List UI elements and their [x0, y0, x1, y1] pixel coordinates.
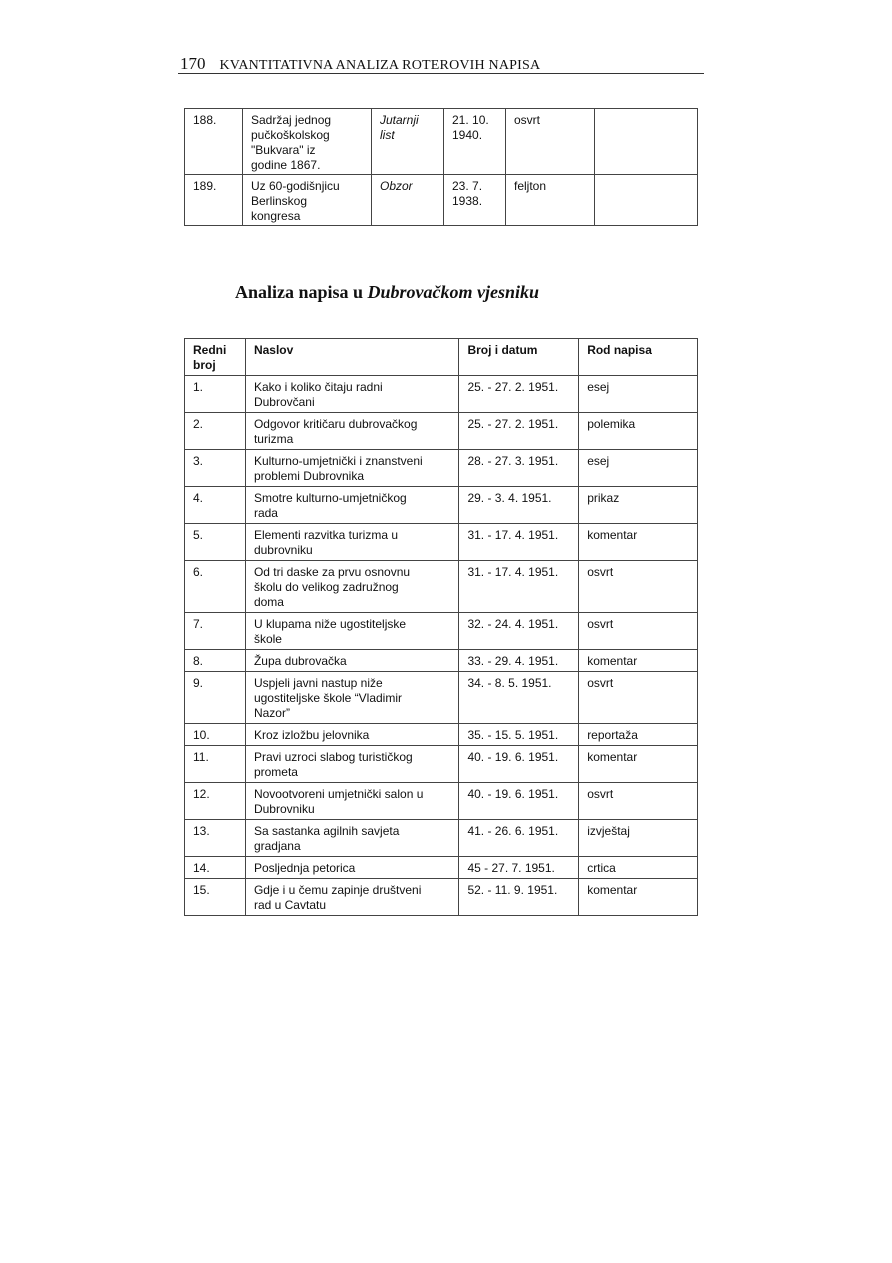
cell-genre: komentar — [579, 650, 698, 672]
cell-number: 3. — [185, 450, 246, 487]
table-row — [185, 109, 698, 175]
cell-issue-date: 32. - 24. 4. 1951. — [459, 613, 579, 650]
table-row — [185, 857, 698, 879]
cell-number: 15. — [185, 879, 246, 916]
cell-title: Kroz izložbu jelovnika — [245, 724, 459, 746]
cell-genre: osvrt — [579, 561, 698, 613]
cell-issue-date: 35. - 15. 5. 1951. — [459, 724, 579, 746]
cell-issue-date: 40. - 19. 6. 1951. — [459, 746, 579, 783]
running-header — [180, 54, 540, 74]
continued-table — [184, 108, 698, 226]
table-row — [185, 487, 698, 524]
page-number: 170 — [180, 54, 206, 73]
cell-title: Sa sastanka agilnih savjeta gradjana — [245, 820, 459, 857]
header-rule — [178, 73, 704, 74]
table-row — [185, 724, 698, 746]
cell-title: Odgovor kritičaru dubrovačkog turizma — [245, 413, 459, 450]
cell-number: 11. — [185, 746, 246, 783]
cell-genre: prikaz — [579, 487, 698, 524]
cell-genre: esej — [579, 376, 698, 413]
cell-genre: esej — [579, 450, 698, 487]
table-row — [185, 672, 698, 724]
cell-number: 9. — [185, 672, 246, 724]
section-heading-prefix: Analiza napisa u — [235, 282, 368, 302]
cell-genre: osvrt — [579, 613, 698, 650]
dubrovacki-vjesnik-table — [184, 338, 698, 916]
cell-title: Smotre kulturno-umjetničkog rada — [245, 487, 459, 524]
cell-number: 12. — [185, 783, 246, 820]
cell-issue-date: 34. - 8. 5. 1951. — [459, 672, 579, 724]
header-genre: Rod napisa — [579, 339, 698, 376]
cell-date: 21. 10. 1940. — [444, 109, 506, 175]
cell-number: 1. — [185, 376, 246, 413]
table-row — [185, 650, 698, 672]
cell-genre: osvrt — [579, 783, 698, 820]
cell-genre: komentar — [579, 524, 698, 561]
cell-title: Kako i koliko čitaju radni Dubrovčani — [245, 376, 459, 413]
table-row — [185, 820, 698, 857]
cell-number: 5. — [185, 524, 246, 561]
cell-title: Sadržaj jednog pučkoškolskog "Bukvara" iz godine 1867. — [243, 109, 372, 175]
cell-title: Uspjeli javni nastup niže ugostiteljske škole “Vladimir Nazor” — [245, 672, 459, 724]
cell-paper: Jutarnji list — [372, 109, 444, 175]
table-row — [185, 175, 698, 226]
section-heading-italic: Dubrovačkom vjesniku — [367, 282, 540, 302]
cell-issue-date: 25. - 27. 2. 1951. — [459, 376, 579, 413]
table-row — [185, 450, 698, 487]
cell-title: Od tri daske za prvu osnovnu školu do velikog zadružnog doma — [245, 561, 459, 613]
cell-issue-date: 52. - 11. 9. 1951. — [459, 879, 579, 916]
table-row — [185, 524, 698, 561]
cell-number: 14. — [185, 857, 246, 879]
cell-genre: izvještaj — [579, 820, 698, 857]
cell-extra — [595, 175, 698, 226]
header-title: Naslov — [245, 339, 459, 376]
section-heading — [235, 282, 539, 303]
cell-genre: crtica — [579, 857, 698, 879]
cell-issue-date: 45 - 27. 7. 1951. — [459, 857, 579, 879]
cell-issue-date: 41. - 26. 6. 1951. — [459, 820, 579, 857]
cell-title: Novootvoreni umjetnički salon u Dubrovniku — [245, 783, 459, 820]
cell-issue-date: 31. - 17. 4. 1951. — [459, 524, 579, 561]
cell-number: 4. — [185, 487, 246, 524]
cell-issue-date: 29. - 3. 4. 1951. — [459, 487, 579, 524]
table-header-row — [185, 339, 698, 376]
cell-genre: polemika — [579, 413, 698, 450]
cell-number: 6. — [185, 561, 246, 613]
cell-issue-date: 40. - 19. 6. 1951. — [459, 783, 579, 820]
cell-title: Pravi uzroci slabog turističkog prometa — [245, 746, 459, 783]
header-number: Redni broj — [185, 339, 246, 376]
table-row — [185, 746, 698, 783]
running-title: KVANTITATIVNA ANALIZA ROTEROVIH NAPISA — [219, 58, 541, 73]
table-row — [185, 413, 698, 450]
cell-extra — [595, 109, 698, 175]
cell-no: 189. — [185, 175, 243, 226]
table-row — [185, 613, 698, 650]
cell-number: 2. — [185, 413, 246, 450]
cell-no: 188. — [185, 109, 243, 175]
cell-paper: Obzor — [372, 175, 444, 226]
cell-title: Posljednja petorica — [245, 857, 459, 879]
cell-title: U klupama niže ugostiteljske škole — [245, 613, 459, 650]
cell-genre: osvrt — [506, 109, 595, 175]
table-row — [185, 561, 698, 613]
cell-genre: feljton — [506, 175, 595, 226]
cell-genre: komentar — [579, 879, 698, 916]
cell-number: 8. — [185, 650, 246, 672]
cell-title: Župa dubrovačka — [245, 650, 459, 672]
cell-title: Kulturno-umjetnički i znanstveni problemi Dubrovnika — [245, 450, 459, 487]
header-issue-date: Broj i datum — [459, 339, 579, 376]
table-row — [185, 376, 698, 413]
cell-number: 10. — [185, 724, 246, 746]
cell-title: Gdje i u čemu zapinje društveni rad u Cavtatu — [245, 879, 459, 916]
cell-issue-date: 33. - 29. 4. 1951. — [459, 650, 579, 672]
cell-number: 7. — [185, 613, 246, 650]
cell-issue-date: 25. - 27. 2. 1951. — [459, 413, 579, 450]
cell-issue-date: 31. - 17. 4. 1951. — [459, 561, 579, 613]
cell-date: 23. 7. 1938. — [444, 175, 506, 226]
cell-genre: osvrt — [579, 672, 698, 724]
cell-number: 13. — [185, 820, 246, 857]
table-row — [185, 879, 698, 916]
cell-genre: reportaža — [579, 724, 698, 746]
table-row — [185, 783, 698, 820]
cell-title: Elementi razvitka turizma u dubrovniku — [245, 524, 459, 561]
cell-title: Uz 60-godišnjicu Berlinskog kongresa — [243, 175, 372, 226]
cell-issue-date: 28. - 27. 3. 1951. — [459, 450, 579, 487]
cell-genre: komentar — [579, 746, 698, 783]
